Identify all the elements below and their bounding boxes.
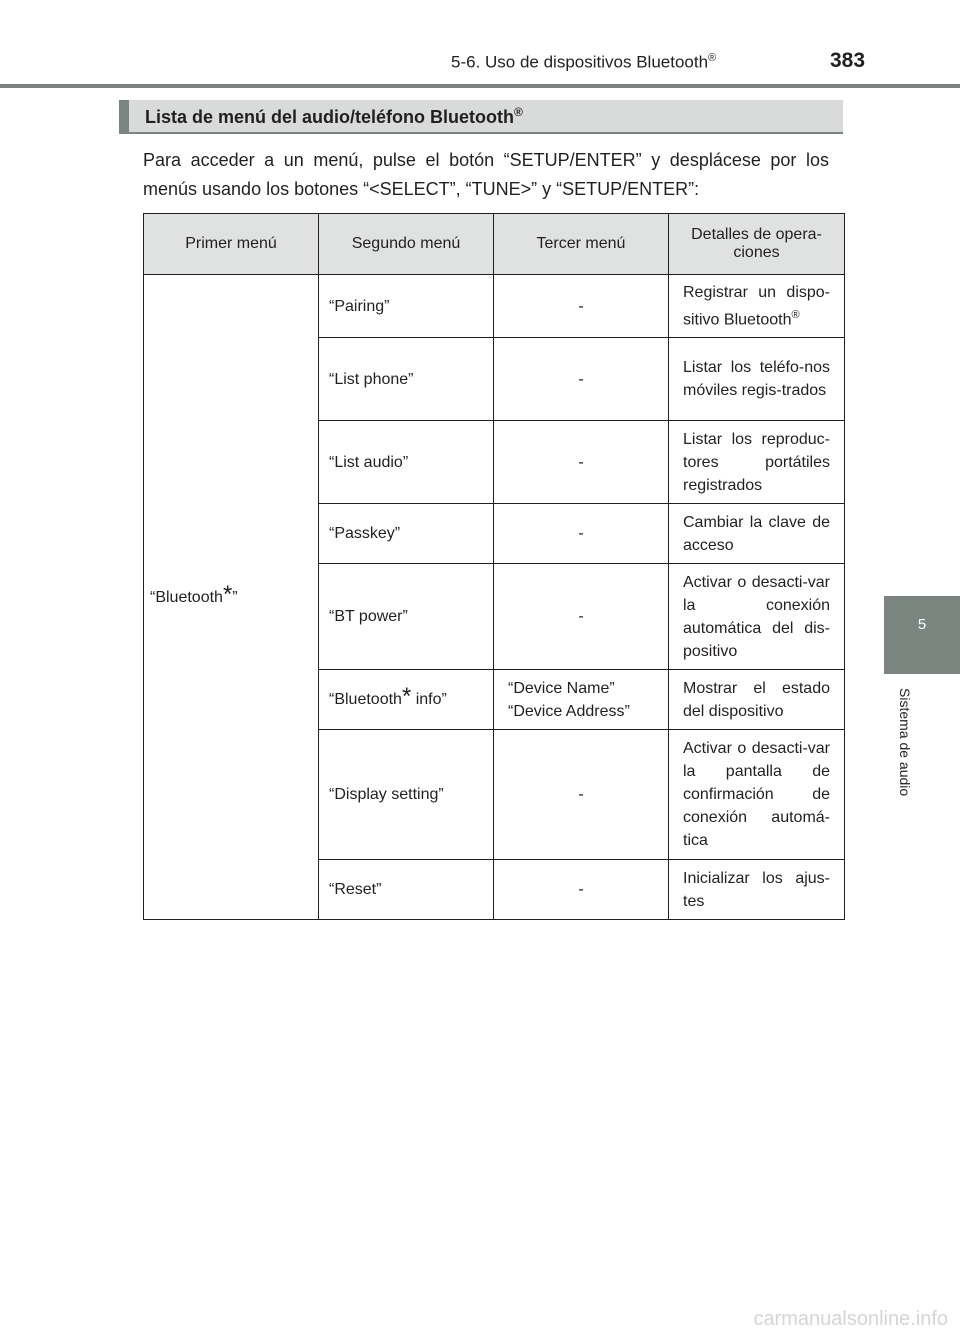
third-menu-item: - <box>494 504 669 564</box>
section-title-bar <box>119 100 843 134</box>
second-menu-item: “Reset” <box>319 860 494 920</box>
watermark: carmanualsonline.info <box>753 1308 948 1330</box>
third-menu-item: - <box>494 730 669 860</box>
third-menu-item: - <box>494 275 669 338</box>
header-first-menu: Primer menú <box>144 214 319 275</box>
third-menu-item: “Device Name” “Device Address” <box>494 670 669 730</box>
table-header-row <box>144 214 845 275</box>
detail-cell: Registrar un dispo-sitivo Bluetooth® <box>669 275 845 338</box>
second-menu-item: “List phone” <box>319 338 494 421</box>
intro-paragraph: Para acceder a un menú, pulse el botón “SETUP/ENTER” y desplácese por los menús usando los botones “<SELECT”, “TUNE>” y “SETUP/ENTER”: <box>143 150 829 199</box>
third-menu-item: - <box>494 338 669 421</box>
registered-mark: ® <box>708 52 717 64</box>
header-details: Detalles de opera-ciones <box>669 214 845 275</box>
third-menu-item: - <box>494 860 669 920</box>
header-rule <box>0 84 960 88</box>
detail-cell: Mostrar el estado del dispositivo <box>669 670 845 730</box>
second-menu-item: “Passkey” <box>319 504 494 564</box>
detail-cell: Activar o desacti-var la pantalla de confirmación de conexión automá-tica <box>669 730 845 860</box>
detail-cell: Inicializar los ajus-tes <box>669 860 845 920</box>
chapter-tab <box>884 596 960 674</box>
title-registered-mark: ® <box>514 105 523 119</box>
second-menu-item: “Display setting” <box>319 730 494 860</box>
detail-cell: Activar o desacti-var la conexión automática del dis-positivo <box>669 564 845 670</box>
third-menu-item: - <box>494 421 669 504</box>
chapter-label: Sistema de audio <box>897 688 913 797</box>
detail-cell: Listar los reproduc-tores portátiles registrados <box>669 421 845 504</box>
asterisk-mark: * <box>401 683 412 711</box>
menu-table <box>143 213 845 920</box>
second-menu-item: “Pairing” <box>319 275 494 338</box>
detail-cell: Listar los teléfo-nos móviles regis-trados <box>669 338 845 421</box>
section-label: 5-6. Uso de dispositivos Bluetooth® <box>451 52 717 72</box>
header-third-menu: Tercer menú <box>494 214 669 275</box>
section-title: Lista de menú del audio/teléfono Bluetooth® <box>145 105 523 127</box>
first-menu-bluetooth: “Bluetooth*” <box>144 275 319 920</box>
detail-cell: Cambiar la clave de acceso <box>669 504 845 564</box>
second-menu-item: “List audio” <box>319 421 494 504</box>
asterisk-mark: * <box>222 580 233 608</box>
second-menu-item: “Bluetooth* info” <box>319 670 494 730</box>
registered-mark: ® <box>791 309 800 321</box>
chapter-number: 5 <box>917 616 927 633</box>
header-second-menu: Segundo menú <box>319 214 494 275</box>
second-menu-item: “BT power” <box>319 564 494 670</box>
third-menu-item: - <box>494 564 669 670</box>
table-row <box>144 275 845 338</box>
page-number: 383 <box>830 49 866 72</box>
